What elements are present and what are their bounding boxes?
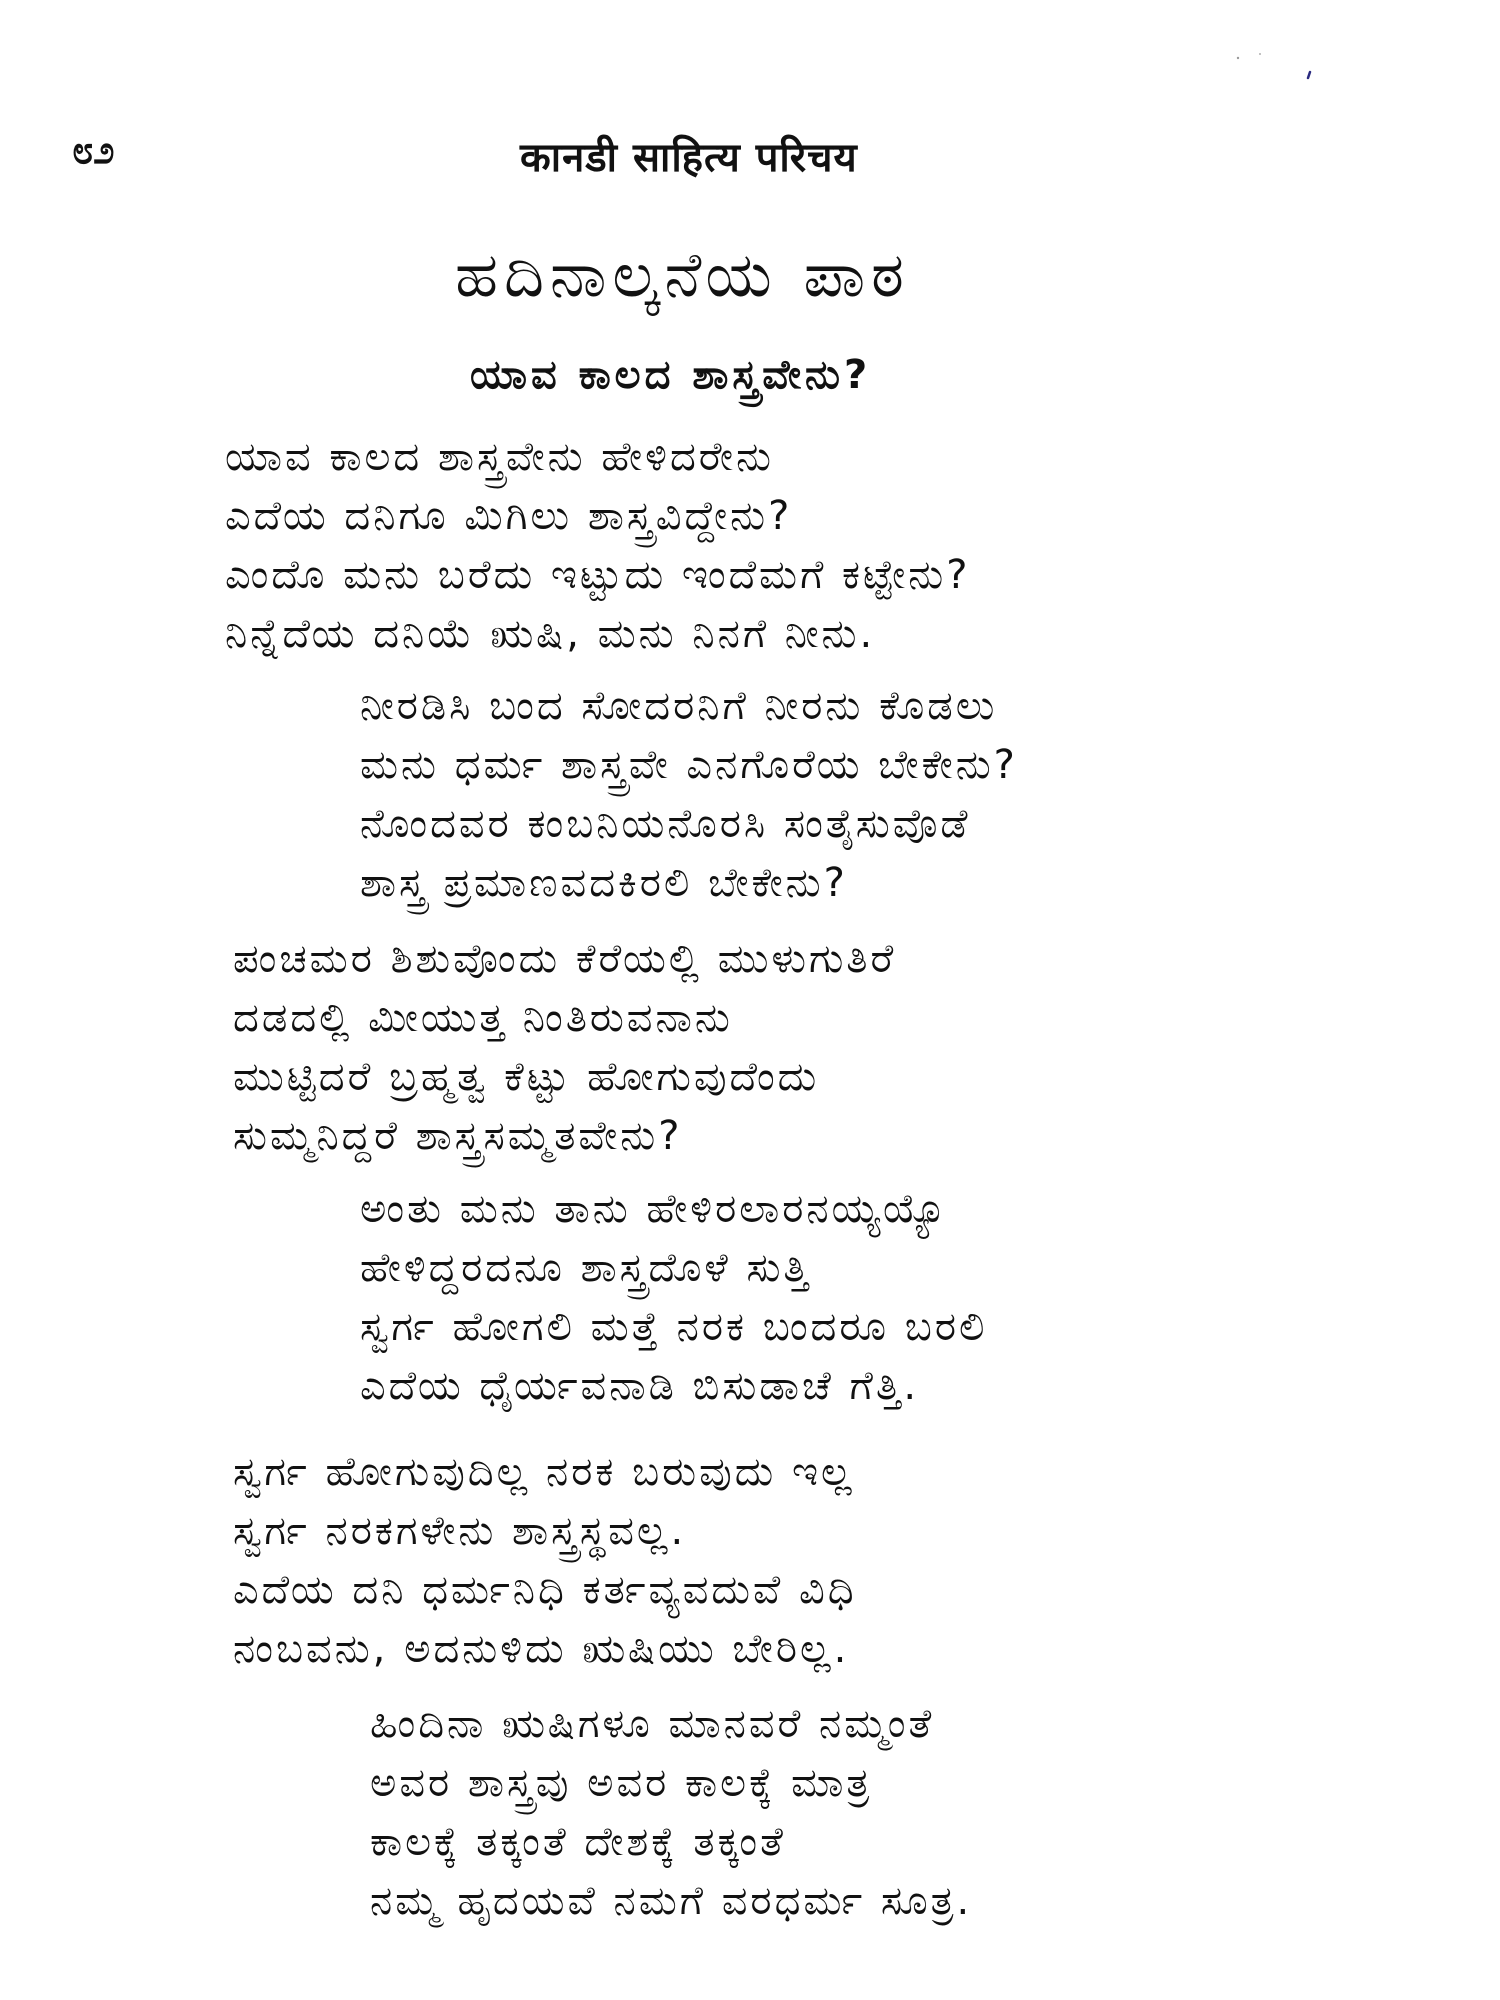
stanza-6 xyxy=(370,1695,972,1931)
poem-line: ಎದೆಯ ಧೈರ್ಯವನಾಡಿ ಬಿಸುಡಾಚೆ ಗೆತ್ತಿ. xyxy=(360,1363,920,1409)
stanza-5 xyxy=(233,1443,857,1679)
poem-line: ನೀರಡಿಸಿ ಬಂದ ಸೋದರನಿಗೆ ನೀರನು ಕೊಡಲು xyxy=(360,683,998,729)
poem-line: ಅವರ ಶಾಸ್ತ್ರವು ಅವರ ಕಾಲಕ್ಕೆ ಮಾತ್ರ xyxy=(370,1760,873,1806)
poem-line: ಸ್ವರ್ಗ ನರಕಗಳೇನು ಶಾಸ್ತ್ರಸ್ಥವಲ್ಲ. xyxy=(233,1508,687,1554)
poem-line: ನಿನ್ನೆದೆಯ ದನಿಯೆ ಋಷಿ, ಮನು ನಿನಗೆ ನೀನು. xyxy=(225,611,876,657)
poem-line: ಎಂದೊ ಮನು ಬರೆದು ಇಟ್ಟುದು ಇಂದೆಮಗೆ ಕಟ್ಟೇನು? xyxy=(225,552,971,598)
poem-line: ಸ್ವರ್ಗ ಹೋಗಲಿ ಮತ್ತೆ ನರಕ ಬಂದರೂ ಬರಲಿ xyxy=(360,1304,988,1350)
poem-line: ನೊಂದವರ ಕಂಬನಿಯನೊರಸಿ ಸಂತೈಸುವೊಡೆ xyxy=(360,801,971,847)
poem-line: ಹಿಂದಿನಾ ಋಷಿಗಳೂ ಮಾನವರೆ ನಮ್ಮಂತೆ xyxy=(370,1701,935,1747)
poem-line: ಎದೆಯ ದನಿಗೂ ಮಿಗಿಲು ಶಾಸ್ತ್ರವಿದ್ದೇನು? xyxy=(225,493,793,539)
poem-line: ಯಾವ ಕಾಲದ ಶಾಸ್ತ್ರವೇನು ಹೇಳಿದರೇನು xyxy=(225,434,775,480)
page-number: ೮೨ xyxy=(72,128,115,172)
lesson-title: ಹದಿನಾಲ್ಕನೆಯ ಪಾಠ xyxy=(455,238,910,311)
stanza-3 xyxy=(233,930,896,1166)
poem-line: ಹೇಳಿದ್ದರದನೂ ಶಾಸ್ತ್ರದೊಳೆ ಸುತ್ತಿ xyxy=(360,1245,812,1291)
stanza-4 xyxy=(360,1180,988,1416)
poem-line: ಮುಟ್ಟಿದರೆ ಬ್ರಹ್ಮತ್ವ ಕೆಟ್ಟು ಹೋಗುವುದೆಂದು xyxy=(233,1054,820,1100)
poem-line: ಸುಮ್ಮನಿದ್ದರೆ ಶಾಸ್ತ್ರಸಮ್ಮತವೇನು? xyxy=(233,1113,683,1159)
poem-line: ಎದೆಯ ದನಿ ಧರ್ಮನಿಧಿ ಕರ್ತವ್ಯವದುವೆ ವಿಧಿ xyxy=(233,1567,857,1613)
poem-line: ಮನು ಧರ್ಮ ಶಾಸ್ತ್ರವೇ ಎನಗೊರೆಯ ಬೇಕೇನು? xyxy=(360,742,1018,788)
poem-line: ನಂಬವನು, ಅದನುಳಿದು ಋಷಿಯು ಬೇರಿಲ್ಲ. xyxy=(233,1626,850,1672)
poem-line: ಕಾಲಕ್ಕೆ ತಕ್ಕಂತೆ ದೇಶಕ್ಕೆ ತಕ್ಕಂತೆ xyxy=(370,1819,786,1865)
running-title: कानडी साहित्य परिचय xyxy=(520,135,858,181)
poem-line: ಸ್ವರ್ಗ ಹೋಗುವುದಿಲ್ಲ ನರಕ ಬರುವುದು ಇಲ್ಲ xyxy=(233,1449,855,1495)
poem-line: ಶಾಸ್ತ್ರ ಪ್ರಮಾಣವದಕಿರಲಿ ಬೇಕೇನು? xyxy=(360,860,848,906)
stanza-1 xyxy=(225,428,970,664)
poem-line: ಅಂತು ಮನು ತಾನು ಹೇಳಿರಲಾರನಯ್ಯಯ್ಯೊ xyxy=(360,1186,950,1232)
poem-line: ಪಂಚಮರ ಶಿಶುವೊಂದು ಕೆರೆಯಲ್ಲಿ ಮುಳುಗುತಿರೆ xyxy=(233,936,897,982)
print-specks xyxy=(1230,50,1320,90)
poem-title: ಯಾವ ಕಾಲದ ಶಾಸ್ತ್ರವೇನು? xyxy=(470,352,872,398)
poem-line: ನಮ್ಮ ಹೃದಯವೆ ನಮಗೆ ವರಧರ್ಮ ಸೂತ್ರ. xyxy=(370,1878,973,1924)
stanza-2 xyxy=(360,677,1018,913)
poem-line: ದಡದಲ್ಲಿ ಮೀಯುತ್ತ ನಿಂತಿರುವನಾನು xyxy=(233,995,733,1041)
